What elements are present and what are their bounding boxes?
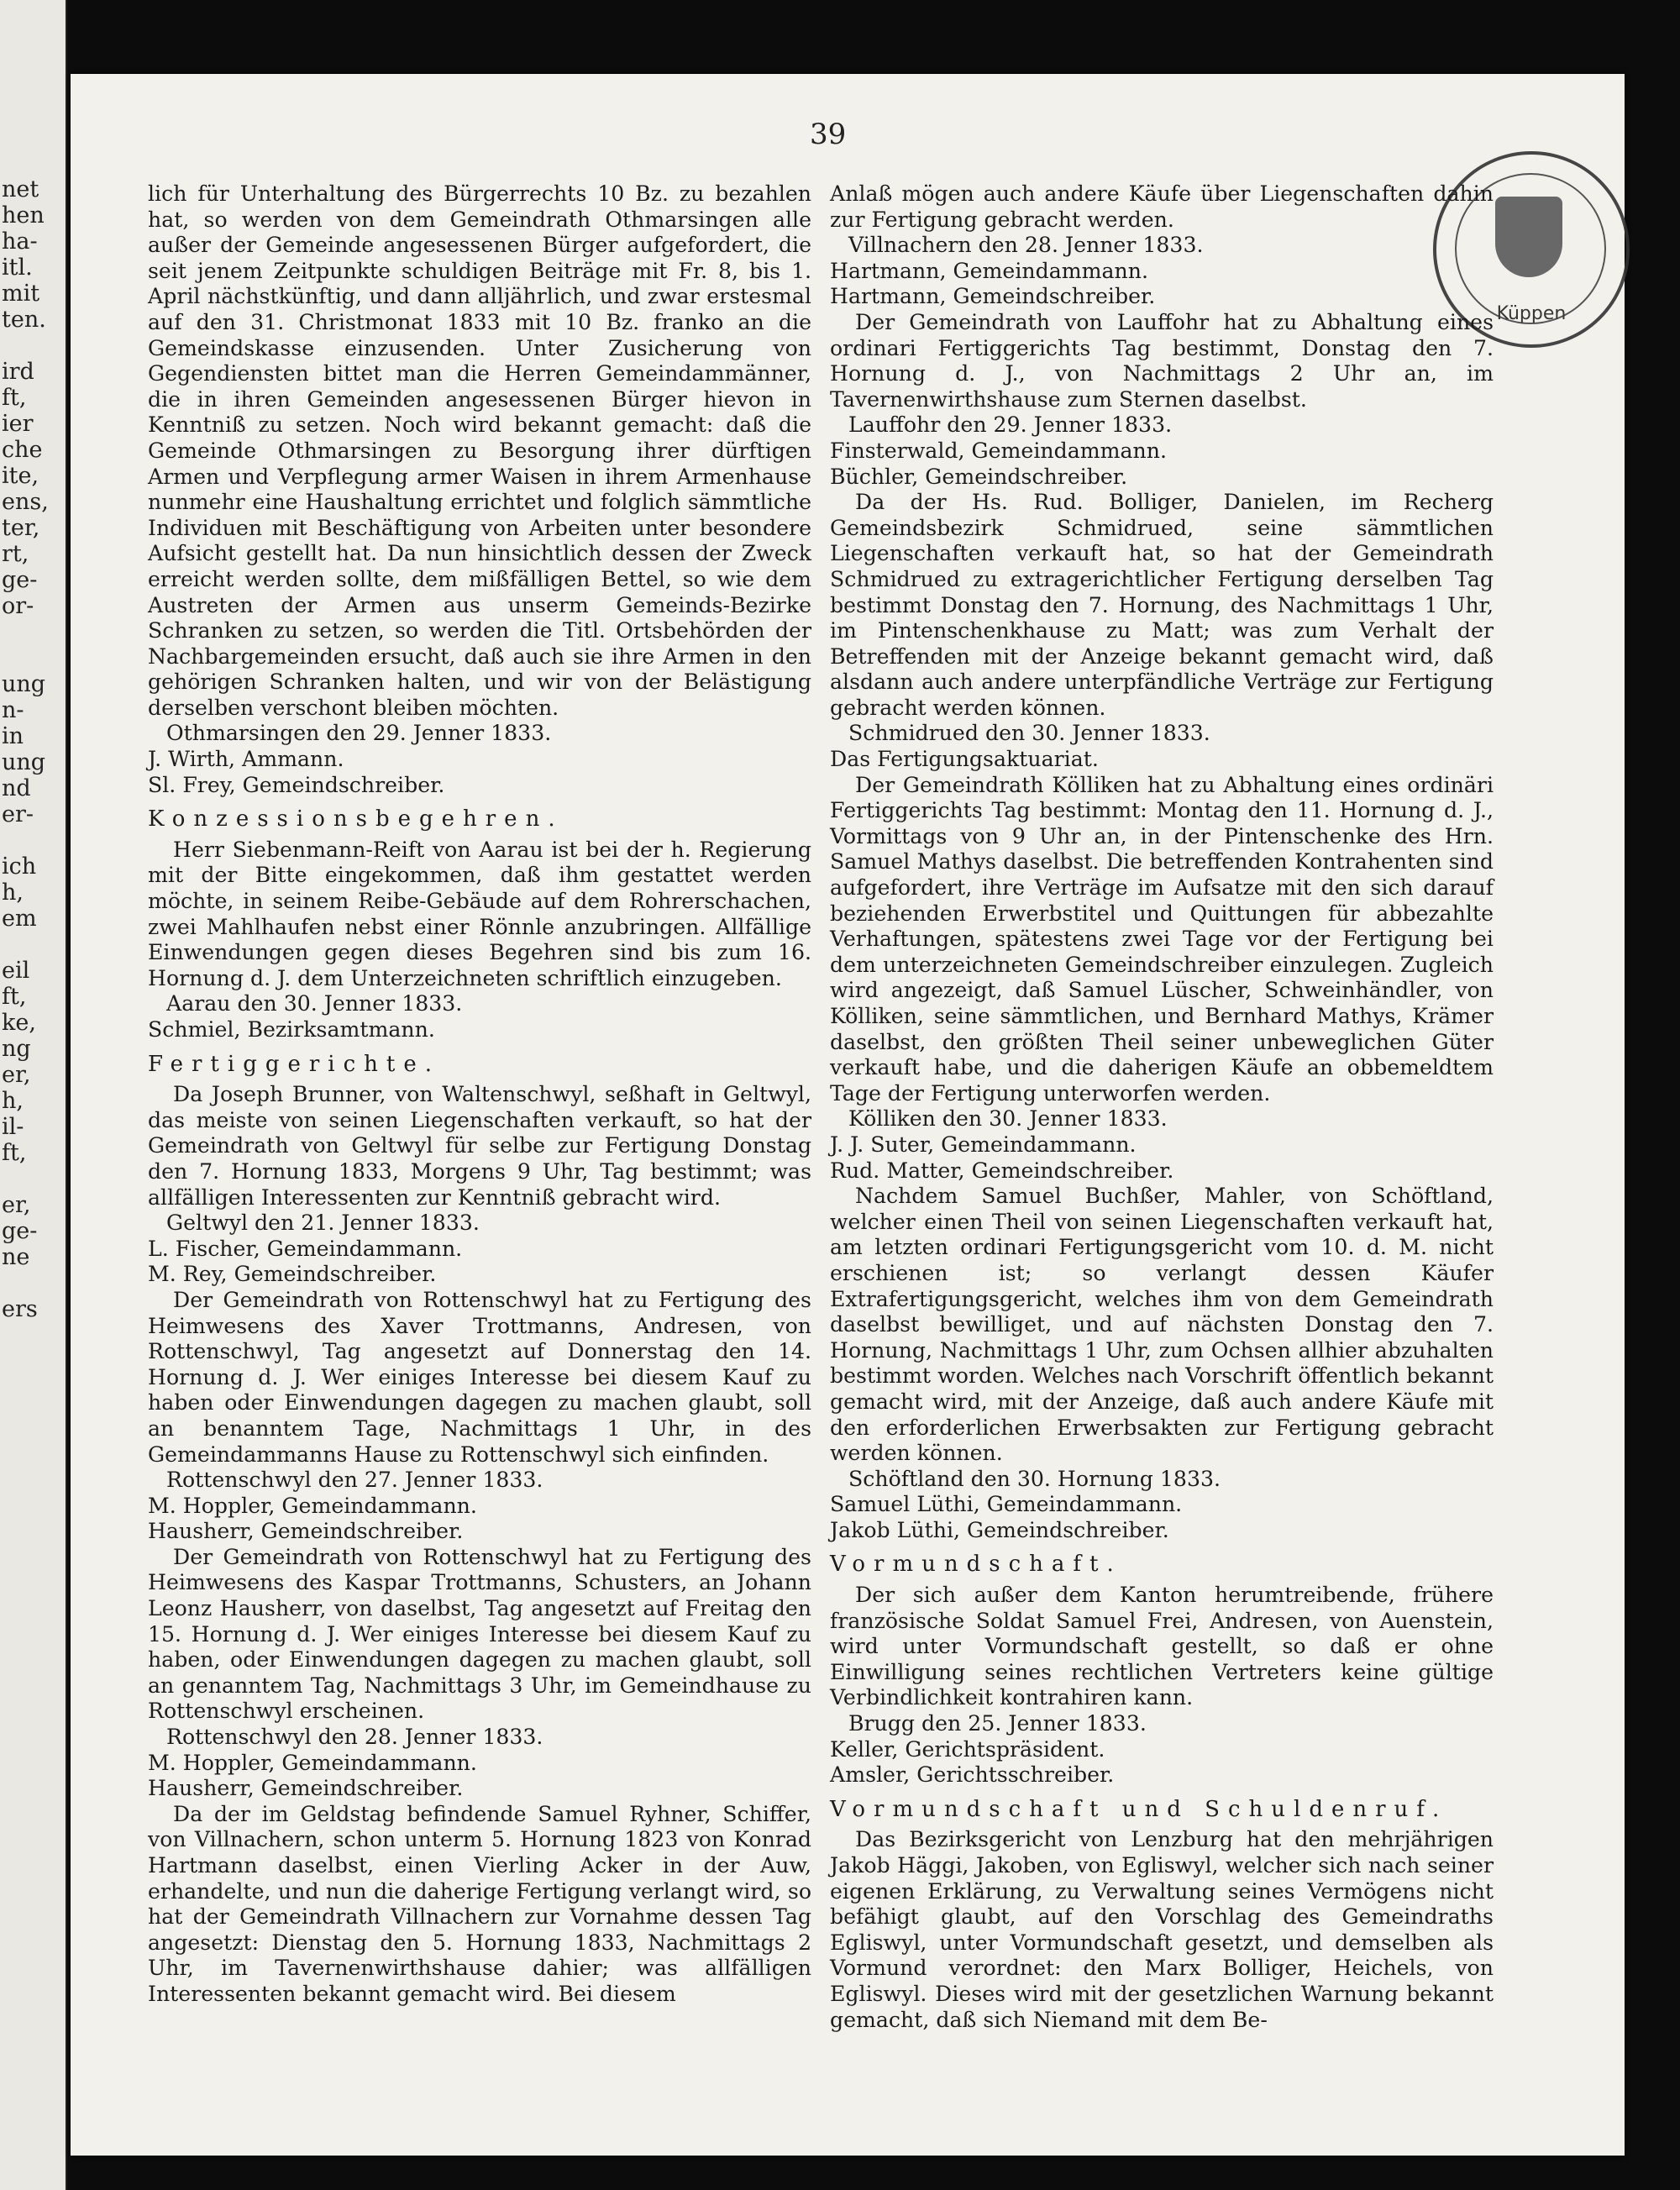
signature-line: Sl. Frey, Gemeindschreiber. (148, 772, 445, 797)
page-number: 39 (810, 118, 847, 151)
notice-paragraph: Der Gemeindrath von Lauffohr hat zu Abhaltung eines ordinari Fertiggerichts Tag bestimmt, Donstag den 7. Hornung d. J., von Nachmittags 2 Uhr an, im Tavernenwirthshause zum Sternen daselbst. (830, 309, 1494, 412)
place-date-line: Schöftland den 30. Hornung 1833. (848, 1466, 1221, 1491)
fragment-text: mit (2, 281, 40, 307)
fragment-text: net (2, 176, 39, 202)
fragment-text: ft, (2, 1140, 27, 1166)
place-date-line: Schmidrued den 30. Jenner 1833. (848, 721, 1210, 746)
fragment-text: er, (2, 1192, 31, 1218)
signature-line: M. Rey, Gemeindschreiber. (148, 1262, 437, 1287)
notice-paragraph: Der Gemeindrath Kölliken hat zu Abhaltung eines ordinäri Fertiggerichts Tag bestimmt: Montag den 11. Hornung d. J., Vormittags von 9 Uhr an, in der Pintenschenke des Hrn. Samuel Mathys daselbst. Die betreffenden Kontrahenten sind aufgefordert, ihre Verträge im Aufsatze mit den sich darauf beziehenden Erwerbstitel und Quittungen für abbezahlte Verhaftungen, spätestens zwei Tage vor der Fertigung bei dem unterzeichneten Gemeindschreiber einzulegen. Zugleich wird angezeigt, daß Samuel Lüscher, Schweinhändler, von Kölliken, seine sämmtlichen, und Bernhard Mathys, Krämer daselbst, den größten Theil seiner unbeweglichen Güter verkauft habe, und die daherigen Käufe an obbemeldtem Tage der Fertigung unterworfen werden. (830, 772, 1494, 1106)
fragment-text: ung (2, 749, 46, 775)
fragment-text: ter, (2, 515, 40, 541)
signature-line: L. Fischer, Gemeindammann. (148, 1236, 463, 1261)
signature-line: Das Fertigungsaktuariat. (830, 747, 1099, 772)
fragment-text: ich (2, 853, 37, 880)
newspaper-page (71, 74, 1625, 2156)
fragment-text: ke, (2, 1010, 36, 1036)
place-date-line: Lauffohr den 29. Jenner 1833. (848, 412, 1173, 438)
fragment-text: itl. (2, 255, 33, 281)
fragment-text: ge- (2, 567, 38, 593)
notice-paragraph: Da Joseph Brunner, von Waltenschwyl, seßhaft in Geltwyl, das meiste von seinen Liegenschaften verkauft, so hat der Gemeindrath von Geltwyl für selbe zur Fertigung Donstag den 7. Hornung 1833, Morgens 9 Uhr, Tag bestimmt; was allfälligen Interessenten zur Kenntniß gebracht wird. (148, 1082, 811, 1210)
notice-paragraph: Da der im Geldstag befindende Samuel Ryhner, Schiffer, von Villnachern, schon unterm 5. Hornung 1823 von Konrad Hartmann daselbst, einen Vierling Acker in der Auw, erhandelte, und nun die daherige Fertigung verlangt wird, so hat der Gemeindrath Villnachern zur Vornahme dessen Tag angesetzt: Dienstag den 5. Hornung 1833, Nachmittags 2 Uhr, im Tavernenwirthshause dahier; was allfälligen Interessenten bekannt gemacht wird. Bei diesem (148, 1801, 811, 2006)
place-date-line: Villnachern den 28. Jenner 1833. (848, 233, 1204, 258)
fragment-text: ne (2, 1244, 30, 1270)
signature-line: Rud. Matter, Gemeindschreiber. (830, 1158, 1174, 1183)
signature-line: Amsler, Gerichtsschreiber. (830, 1762, 1115, 1788)
paragraph: lich für Unterhaltung des Bürgerrechts 10 Bz. zu bezahlen hat, so werden von dem Gemeindrath Othmarsingen alle außer der Gemeinde angesessenen Bürger aufgefordert, die seit jenem Zeitpunkte schuldigen Beiträge mit Fr. 8, bis 1. April nächstkünftig, und dann alljährlich, und zwar erstesmal auf den 31. Christmonat 1833 mit 10 Bz. franko an die Gemeindskasse einzusenden. Unter Zusicherung von Gegendiensten bittet man die Herren Gemeindammänner, die in ihren Gemeinden angesessenen Bürger hievon in Kenntniß zu setzen. Noch wird bekannt gemacht: daß die Gemeinde Othmarsingen zu Besorgung ihrer dürftigen Armen und Verpflegung armer Waisen in ihrem Armenhause nunmehr eine Haushaltung errichtet und folglich sämmtliche Individuen mit Beschäftigung von Arbeiten unter besondere Aufsicht gestellt hat. Da nun hinsichtlich dessen der Zweck erreicht werden sollte, dem mißfälligen Bettel, so wie dem Austreten der Armen aus unserm Gemeinds-Bezirke Schranken zu setzen, so werden die Titl. Ortsbehörden der Nachbargemeinden ersucht, daß auch sie ihre Armen in den gehörigen Schranken halten, und wir von der Belästigung derselben verschont bleiben möchten. (148, 181, 811, 720)
signature-line: Samuel Lüthi, Gemeindammann. (830, 1492, 1183, 1517)
notice-paragraph: Nachdem Samuel Buchßer, Mahler, von Schöftland, welcher einen Theil von seinen Liegenschaften verkauft hat, am letzten ordinari Fertigungsgericht vom 10. d. M. nicht erschienen ist; so verlangt dessen Käufer Extrafertigungsgericht, welches ihm von dem Gemeindrath daselbst bewilliget, und auf nächsten Donstag den 7. Hornung, Nachmittags 1 Uhr, zum Ochsen allhier abzuhalten bestimmt worden. Welches nach Vorschrift öffentlich bekannt gemacht wird, mit der Anzeige, daß auch andere Käufe mit den erforderlichen Erwerbsakten zur Fertigung gebracht werden können. (830, 1184, 1494, 1466)
fragment-text: ng (2, 1036, 31, 1062)
notice-paragraph: Der Gemeindrath von Rottenschwyl hat zu Fertigung des Heimwesens des Xaver Trottmanns, Andresen, von Rottenschwyl, Tag angesetzt auf Donnerstag den 14. Hornung d. J. Wer einiges Interesse bei diesem Kauf zu haben oder Einwendungen dagegen zu machen glaubt, soll an benanntem Tage, Nachmittags 1 Uhr, in des Gemeindammanns Hause zu Rottenschwyl sich einfinden. (148, 1287, 811, 1467)
left-column (148, 181, 811, 2008)
place-date-line: Brugg den 25. Jenner 1833. (848, 1711, 1147, 1736)
fragment-text: er- (2, 801, 34, 827)
signature-line: M. Hoppler, Gemeindammann. (148, 1750, 477, 1775)
fragment-text: er, (2, 1062, 31, 1088)
signature-line: Hartmann, Gemeindschreiber. (830, 284, 1156, 309)
place-date-line: Aarau den 30. Jenner 1833. (166, 991, 463, 1016)
signature-line: Hausherr, Gemeindschreiber. (148, 1519, 464, 1544)
fragment-text: rt, (2, 541, 29, 567)
fragment-text: h, (2, 880, 24, 906)
fragment-text: ens, (2, 489, 49, 515)
fragment-text: ird (2, 359, 34, 385)
fragment-text: n- (2, 697, 24, 723)
right-column (830, 181, 1494, 2033)
fragment-text: ite, (2, 463, 39, 489)
fragment-text: ge- (2, 1218, 38, 1244)
fragment-text: em (2, 906, 37, 932)
place-date-line: Rottenschwyl den 28. Jenner 1833. (166, 1725, 543, 1750)
section-heading: Vormundschaft und Schuldenruf. (830, 1796, 1448, 1822)
fragment-text: hen (2, 202, 45, 228)
signature-line: J. J. Suter, Gemeindammann. (830, 1132, 1137, 1157)
fragment-text: il- (2, 1114, 24, 1140)
signature-line: Schmiel, Bezirksamtmann. (148, 1017, 435, 1042)
stamp-text: Küppen (1496, 303, 1567, 324)
place-date-line: Geltwyl den 21. Jenner 1833. (166, 1211, 480, 1236)
signature-line: Keller, Gerichtspräsident. (830, 1736, 1105, 1762)
fragment-text: ier (2, 411, 34, 437)
signature-line: Hartmann, Gemeindammann. (830, 258, 1148, 283)
section-heading: Fertiggerichte. (148, 1051, 441, 1077)
fragment-text: che (2, 437, 43, 463)
place-date-line: Othmarsingen den 29. Jenner 1833. (166, 721, 552, 746)
fragment-text: ft, (2, 984, 27, 1010)
signature-line: Jakob Lüthi, Gemeindschreiber. (830, 1517, 1169, 1542)
signature-line: J. Wirth, Ammann. (148, 747, 344, 772)
signature-line: Finsterwald, Gemeindammann. (830, 438, 1167, 463)
paragraph: Anlaß mögen auch andere Käufe über Liegenschaften dahin zur Fertigung gebracht werden. (830, 181, 1494, 232)
place-date-line: Kölliken den 30. Jenner 1833. (848, 1106, 1168, 1132)
signature-line: M. Hoppler, Gemeindammann. (148, 1493, 477, 1518)
notice-paragraph: Das Bezirksgericht von Lenzburg hat den mehrjährigen Jakob Häggi, Jakoben, von Egliswyl, welcher sich nach seiner eigenen Erklärung, zu Verwaltung seines Vermögens nicht befähigt glaubt, auf den Vorschlag des Gemeindraths Egliswyl, unter Vormundschaft gesetzt, und demselben als Vormund verordnet: den Marx Bolliger, Heichels, von Egliswyl. Dieses wird mit der gesetzlichen Warnung bekannt gemacht, daß sich Niemand mit dem Be- (830, 1827, 1494, 2032)
notice-paragraph: Der Gemeindrath von Rottenschwyl hat zu Fertigung des Heimwesens des Kaspar Trottmanns, Schusters, an Johann Leonz Hausherr, von daselbst, Tag angesetzt auf Freitag den 15. Hornung d. J. Wer einiges Interesse bei diesem Kauf zu haben, oder Einwendungen dagegen zu machen glaubt, soll an genanntem Tag, Nachmittags 3 Uhr, im Gemeindhause zu Rottenschwyl erscheinen. (148, 1544, 811, 1724)
fragment-text: ers (2, 1296, 38, 1322)
signature-line: Büchler, Gemeindschreiber. (830, 464, 1128, 489)
fragment-text: or- (2, 593, 34, 619)
section-heading: Konzessionsbegehren. (148, 806, 564, 832)
fragment-text: ft, (2, 385, 27, 411)
stamp-shield-icon (1495, 197, 1562, 277)
notice-paragraph: Herr Siebenmann-Reift von Aarau ist bei der h. Regierung mit der Bitte eingekommen, daß ihm gestattet werden möchte, in seinem Reibe-Gebäude auf dem Rohrerschachen, zwei Mahlhaufen nebst einer Rönnle anzubringen. Allfällige Einwendungen gegen dieses Begehren sind bis zum 16. Hornung d. J. dem Unterzeichneten schriftlich einzugeben. (148, 837, 811, 990)
fragment-text: ten. (2, 307, 46, 333)
place-date-line: Rottenschwyl den 27. Jenner 1833. (166, 1468, 543, 1493)
fragment-text: eil (2, 958, 30, 984)
notice-paragraph: Da der Hs. Rud. Bolliger, Danielen, im Recherg Gemeindsbezirk Schmidrued, seine sämmtlichen Liegenschaften verkauft hat, so hat der Gemeindrath Schmidrued zu extragerichtlicher Fertigung derselben Tag bestimmt Donstag den 7. Hornung, des Nachmittags 1 Uhr, im Pintenschenkhause zu Matt; was zum Verhalt der Betreffenden mit der Anzeige bekannt gemacht wird, daß alsdann auch andere unterpfändliche Verträge zur Fertigung gebracht werden können. (830, 490, 1494, 720)
fragment-text: nd (2, 775, 31, 801)
notice-paragraph: Der sich außer dem Kanton herumtreibende, frühere französische Soldat Samuel Frei, Andresen, von Auenstein, wird unter Vormundschaft gestellt, so daß er ohne Einwilligung seines rechtlichen Vertreters keine gültige Verbindlichkeit kontrahiren kann. (830, 1583, 1494, 1710)
fragment-text: ung (2, 671, 46, 697)
fragment-text: in (2, 723, 24, 749)
fragment-text: ha- (2, 228, 38, 255)
adjacent-page-fragment (0, 0, 67, 2190)
section-heading: Vormundschaft. (830, 1552, 1122, 1578)
fragment-text: h, (2, 1088, 24, 1114)
signature-line: Hausherr, Gemeindschreiber. (148, 1776, 464, 1801)
